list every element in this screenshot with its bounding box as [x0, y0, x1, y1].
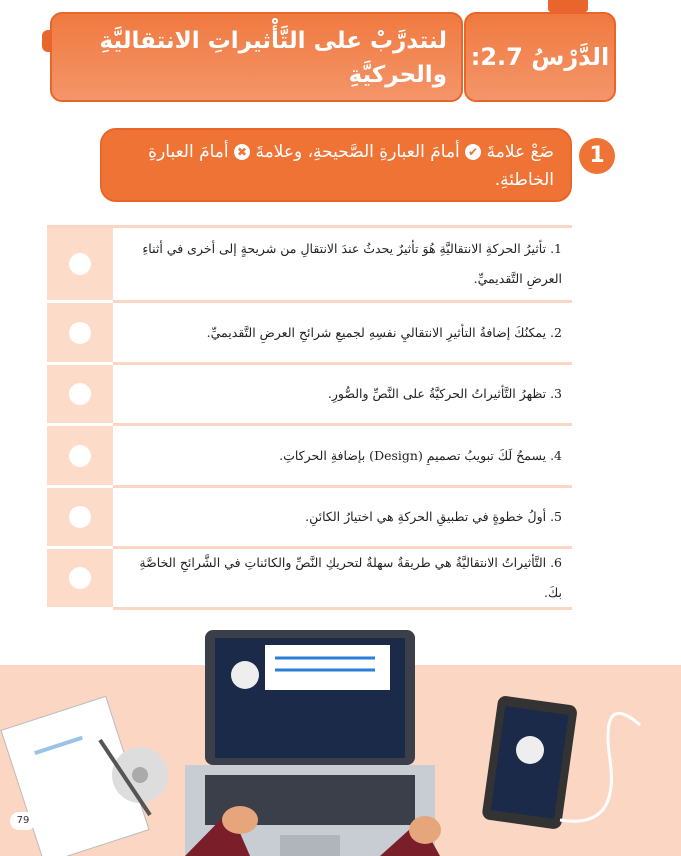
table-row — [47, 225, 572, 303]
statement-text: 3. تظهرُ التَّأثيراتُ الحركيَّةُ على النَّصِّ والصُّورِ. — [327, 386, 562, 401]
answer-circle[interactable] — [69, 322, 91, 344]
table-row — [47, 426, 572, 488]
answer-circle[interactable] — [69, 445, 91, 467]
statement-text: 1. تأثيرُ الحركةِ الانتقاليَّةِ هُوَ تأثيرٌ يحدثُ عندَ الانتقالِ من شريحةٍ إلى أخرى في أثناءِ العرضِ التَّقديميِّ. — [142, 241, 562, 286]
top-decoration — [548, 0, 588, 12]
statement-text: 2. يمكنُكَ إضافةُ التأثيرِ الانتقاليِ نفسِهِ لجميعِ شرائحِ العرضِ التَّقديميِّ. — [206, 324, 562, 340]
instruction-part-a: ضَعْ علامةَ — [486, 142, 554, 162]
answer-circle[interactable] — [69, 253, 91, 275]
lesson-title: لنتدرَّبْ على التَّأْثيراتِ الانتقاليَّةِ والحركيَّةِ — [50, 12, 463, 102]
statement-text: 5. أولُ خطوةٍ في تطبيقِ الحركةِ هي اختيارُ الكائنِ. — [305, 509, 562, 524]
instruction-part-c: أمامَ العبارةِ الخاطئةِ. — [148, 142, 554, 190]
notebook-illustration — [1, 696, 168, 856]
table-row — [47, 365, 572, 426]
statement-text: 4. يسمحُ لَكَ تبويبُ تصميمِ (Design) بإضافةِ الحركاتِ. — [279, 447, 562, 463]
laptop — [185, 630, 441, 856]
lesson-number: الدَّرْسُ 2.7: — [464, 12, 616, 102]
statement-text: 6. التَّأثيراتُ الانتقاليَّةُ هي طريقةٌ سهلةٌ لتحريكِ النَّصِّ والكائناتِ في الشَّرائحِ الخاصَّةِ بكَ. — [139, 555, 562, 600]
instruction-part-b: أمامَ العبارةِ الصَّحيحةِ، وعلامةَ — [255, 142, 460, 162]
table-row — [47, 303, 572, 365]
x-circle-icon: ✖ — [234, 144, 250, 160]
table-row — [47, 488, 572, 549]
laptop-illustration — [0, 630, 681, 856]
statements-table — [47, 225, 572, 610]
answer-circle[interactable] — [69, 567, 91, 589]
answer-circle[interactable] — [69, 506, 91, 528]
answer-circle[interactable] — [69, 383, 91, 405]
exercise-number: 1 — [579, 138, 615, 174]
exercise-instruction — [100, 128, 572, 202]
check-circle-icon: ✔ — [465, 144, 481, 160]
tablet-illustration — [481, 695, 640, 830]
table-row — [47, 549, 572, 610]
page-number: 79 — [10, 812, 36, 830]
